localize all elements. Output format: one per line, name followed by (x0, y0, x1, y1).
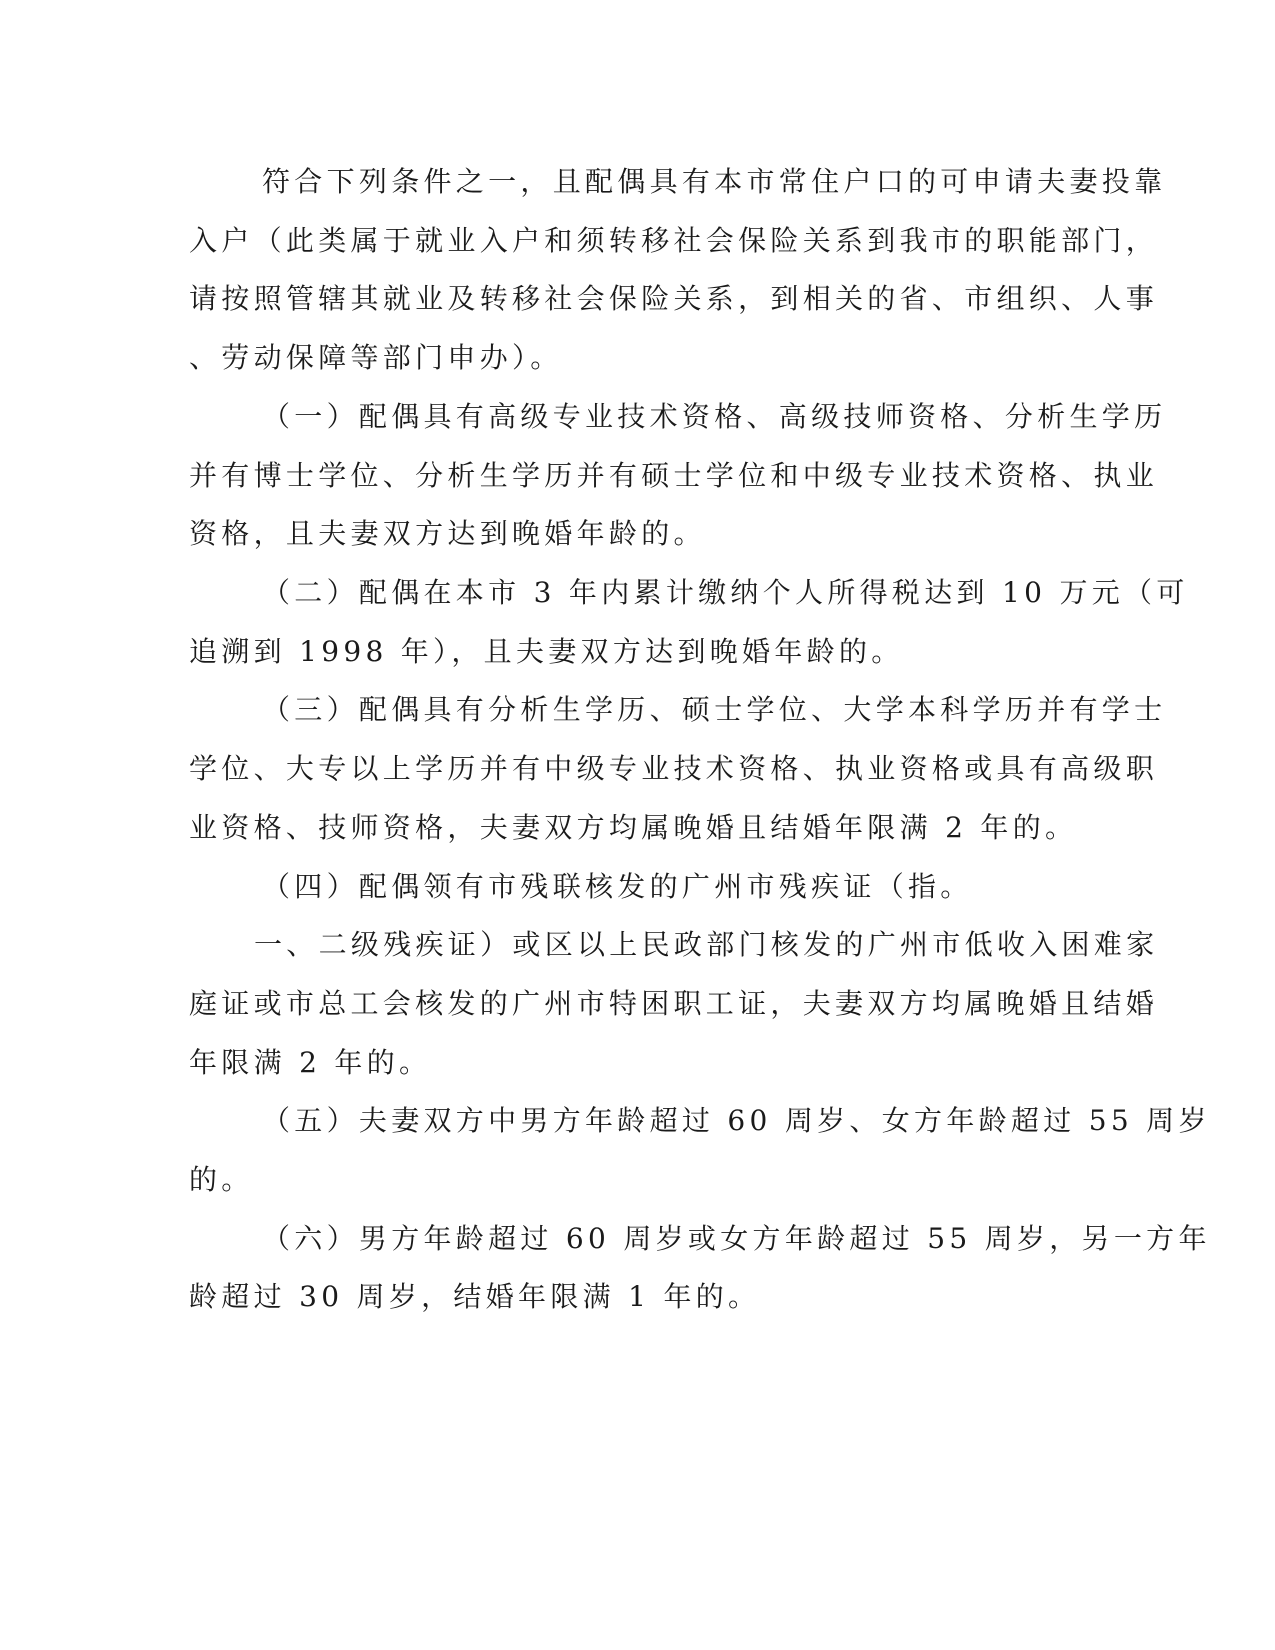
text-line: 、劳动保障等部门申办）。 (189, 341, 563, 374)
text-line: （一）配偶具有高级专业技术资格、高级技师资格、分析生学历 (262, 400, 1167, 433)
text-line: 庭证或市总工会核发的广州市特困职工证，夫妻双方均属晚婚且结婚 (189, 987, 1159, 1020)
text-line: （四）配偶领有市残联核发的广州市残疾证（指。 (262, 870, 973, 903)
text-line: 并有博士学位、分析生学历并有硕士学位和中级专业技术资格、执业 (189, 459, 1159, 492)
text-line: （三）配偶具有分析生学历、硕士学位、大学本科学历并有学士 (262, 693, 1167, 726)
text-line: （六）男方年龄超过 60 周岁或女方年龄超过 55 周岁，另一方年 (262, 1222, 1211, 1255)
text-line: 符合下列条件之一，且配偶具有本市常住户口的可申请夫妻投靠 (262, 165, 1167, 198)
text-line: 资格，且夫妻双方达到晚婚年龄的。 (189, 517, 706, 550)
text-line: 追溯到 1998 年），且夫妻双方达到晚婚年龄的。 (189, 635, 904, 668)
text-line: 学位、大专以上学历并有中级专业技术资格、执业资格或具有高级职 (189, 752, 1159, 785)
text-line: 请按照管辖其就业及转移社会保险关系，到相关的省、市组织、人事 (189, 282, 1159, 315)
text-line: 龄超过 30 周岁，结婚年限满 1 年的。 (189, 1280, 761, 1313)
text-line: （二）配偶在本市 3 年内累计缴纳个人所得税达到 10 万元（可 (262, 576, 1189, 609)
text-line: 业资格、技师资格，夫妻双方均属晚婚且结婚年限满 2 年的。 (189, 811, 1078, 844)
text-line: 的。 (189, 1163, 254, 1196)
text-line: 一、二级残疾证）或区以上民政部门核发的广州市低收入困难家 (254, 928, 1159, 961)
text-line: （五）夫妻双方中男方年龄超过 60 周岁、女方年龄超过 55 周岁 (262, 1104, 1211, 1137)
text-line: 年限满 2 年的。 (189, 1046, 432, 1079)
text-line: 入户（此类属于就业入户和须转移社会保险关系到我市的职能部门， (189, 224, 1159, 257)
